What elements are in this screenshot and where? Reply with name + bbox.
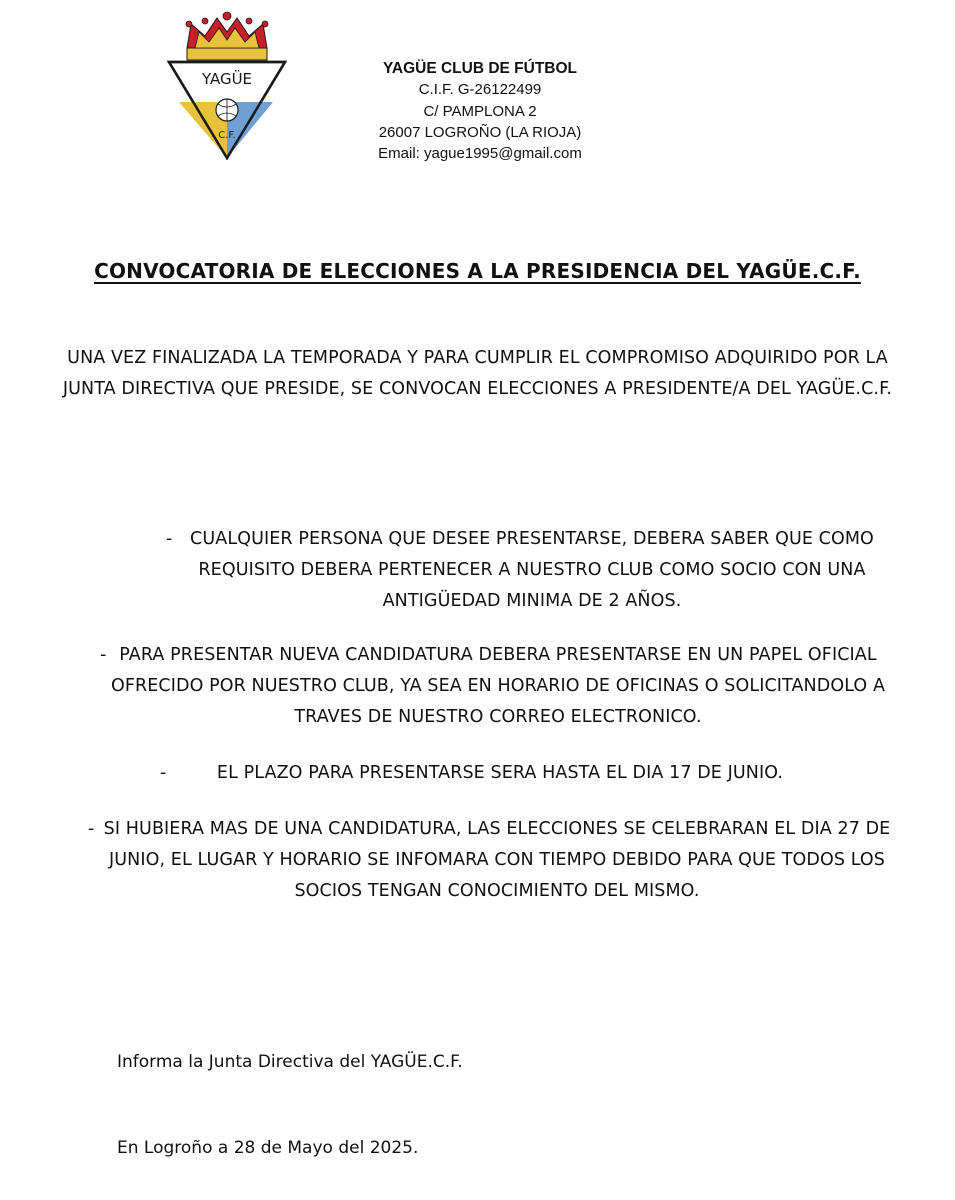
club-crest-logo xyxy=(165,10,289,160)
club-cif: C.I.F. G-26122499 xyxy=(418,81,542,98)
bullet-marker: - xyxy=(166,529,173,549)
crest-name-text: YAGÜE xyxy=(201,70,253,88)
date-line: En Logroño a 28 de Mayo del 2025. xyxy=(117,1138,419,1158)
club-name: YAGÜE CLUB DE FÚTBOL xyxy=(382,60,578,77)
club-address-city: 26007 LOGROÑO (LA RIOJA) xyxy=(378,124,582,141)
intro-paragraph: UNA VEZ FINALIZADA LA TEMPORADA Y PARA CUMPLIR EL COMPROMISO ADQUIRIDO POR LA JUNTA DIRECTIVA QUE PRESIDE, SE CONVOCAN ELECCIONES A PRESIDENTE/A DEL YAGÜE.C.F. xyxy=(62,348,893,399)
bullet-marker: - xyxy=(160,763,167,783)
crest-initials: C.F. xyxy=(218,130,236,141)
bullet-election-date: SI HUBIERA MAS DE UNA CANDIDATURA, LAS ELECCIONES SE CELEBRARAN EL DIA 27 DE JUNIO, EL LUGAR Y HORARIO SE INFOMARA CON TIEMPO DEBIDO PARA QUE TODOS LOS SOCIOS TENGAN CONOCIMIENTO DEL MISMO. xyxy=(103,819,891,901)
bullet-candidacy: PARA PRESENTAR NUEVA CANDIDATURA DEBERA PRESENTARSE EN UN PAPEL OFICIAL OFRECIDO POR NUESTRO CLUB, YA SEA EN HORARIO DE OFICINAS O SOLICITANDOLO A TRAVES DE NUESTRO CORREO ELECTRONICO. xyxy=(110,645,886,727)
club-address-street: C/ PAMPLONA 2 xyxy=(423,103,537,120)
document-title: CONVOCATORIA DE ELECCIONES A LA PRESIDENCIA DEL YAGÜE.C.F. xyxy=(94,259,861,283)
crown-icon xyxy=(186,12,268,60)
signature-line: Informa la Junta Directiva del YAGÜE.C.F. xyxy=(117,1052,463,1072)
bullet-marker: - xyxy=(100,645,107,665)
bullet-requirement: CUALQUIER PERSONA QUE DESEE PRESENTARSE, DEBERA SABER QUE COMO REQUISITO DEBERA PERTENECER A NUESTRO CLUB COMO SOCIO CON UNA ANTIGÜEDAD MINIMA DE 2 AÑOS. xyxy=(190,529,874,611)
bullet-marker: - xyxy=(88,819,95,839)
bullet-deadline: EL PLAZO PARA PRESENTARSE SERA HASTA EL DIA 17 DE JUNIO. xyxy=(216,763,784,783)
club-email: Email: yague1995@gmail.com xyxy=(378,145,582,162)
